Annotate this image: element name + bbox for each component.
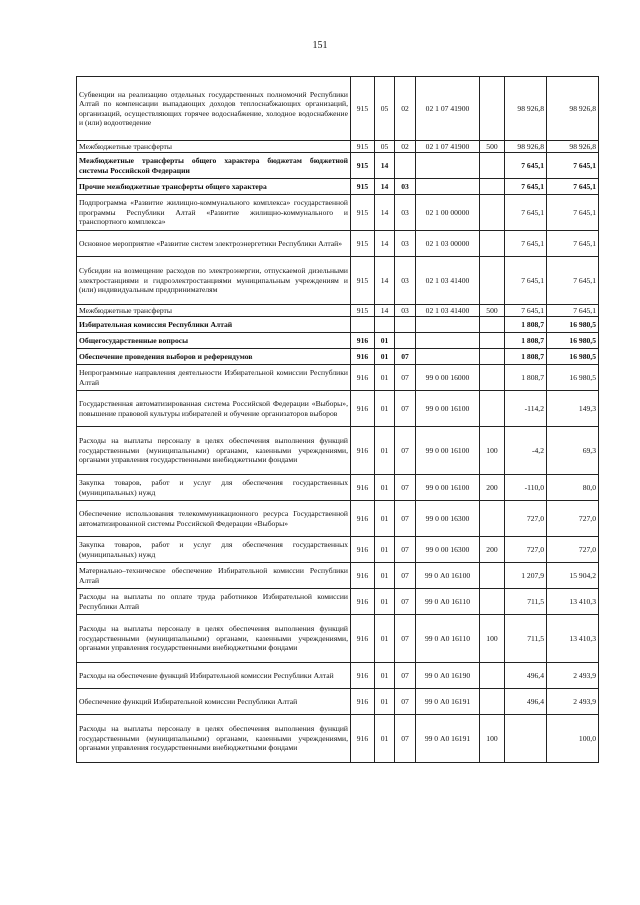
cell-csr: 99 0 00 16100 <box>416 391 480 427</box>
cell-rz: 01 <box>375 501 395 537</box>
cell-b: 7 645,1 <box>547 305 599 317</box>
cell-pr: 07 <box>395 563 416 589</box>
table-row <box>77 257 599 305</box>
table-row <box>77 715 599 763</box>
cell-a: 711,5 <box>505 615 547 663</box>
cell-ved: 916 <box>351 333 375 349</box>
cell-csr: 99 0 А0 16191 <box>416 715 480 763</box>
cell-vr <box>480 589 505 615</box>
cell-ved: 916 <box>351 475 375 501</box>
cell-csr: 99 0 А0 16110 <box>416 615 480 663</box>
cell-b: 100,0 <box>547 715 599 763</box>
cell-ved: 916 <box>351 689 375 715</box>
cell-vr <box>480 391 505 427</box>
cell-b: 16 980,5 <box>547 317 599 333</box>
cell-rz: 14 <box>375 305 395 317</box>
cell-pr: 03 <box>395 195 416 231</box>
cell-name: Расходы на выплаты персоналу в целях обеспечения выполнения функций государственными (муниципальными) органами, казенными учреждениями, органами управления государственными внебюджетными фондами <box>77 427 351 475</box>
cell-csr: 99 0 А0 16110 <box>416 589 480 615</box>
table-row <box>77 195 599 231</box>
cell-csr: 99 0 А0 16190 <box>416 663 480 689</box>
cell-csr: 02 1 07 41900 <box>416 77 480 141</box>
cell-rz: 14 <box>375 231 395 257</box>
table-row <box>77 391 599 427</box>
table-row <box>77 333 599 349</box>
table-row <box>77 317 599 333</box>
cell-b: 7 645,1 <box>547 195 599 231</box>
cell-ved: 916 <box>351 391 375 427</box>
cell-csr: 02 1 03 00000 <box>416 231 480 257</box>
cell-b: 13 410,3 <box>547 615 599 663</box>
cell-b: 98 926,8 <box>547 77 599 141</box>
table-row <box>77 501 599 537</box>
cell-b: 7 645,1 <box>547 153 599 179</box>
cell-a: 727,0 <box>505 501 547 537</box>
cell-ved: 915 <box>351 77 375 141</box>
cell-rz: 01 <box>375 715 395 763</box>
cell-csr: 99 0 А0 16191 <box>416 689 480 715</box>
cell-rz: 14 <box>375 179 395 195</box>
cell-vr <box>480 231 505 257</box>
cell-b: 16 980,5 <box>547 333 599 349</box>
table-row <box>77 615 599 663</box>
cell-csr: 02 1 03 41400 <box>416 305 480 317</box>
table-row <box>77 475 599 501</box>
table-row <box>77 141 599 153</box>
cell-a: 7 645,1 <box>505 257 547 305</box>
cell-vr <box>480 317 505 333</box>
cell-a <box>505 715 547 763</box>
cell-b: 16 980,5 <box>547 349 599 365</box>
cell-a: 7 645,1 <box>505 231 547 257</box>
cell-pr: 03 <box>395 305 416 317</box>
cell-vr: 200 <box>480 475 505 501</box>
cell-b: 2 493,9 <box>547 689 599 715</box>
cell-a: 7 645,1 <box>505 195 547 231</box>
cell-b: 13 410,3 <box>547 589 599 615</box>
cell-ved: 916 <box>351 427 375 475</box>
cell-a: 496,4 <box>505 689 547 715</box>
cell-pr: 07 <box>395 663 416 689</box>
cell-b: 7 645,1 <box>547 257 599 305</box>
cell-pr: 03 <box>395 231 416 257</box>
table-row <box>77 305 599 317</box>
cell-pr <box>395 153 416 179</box>
cell-a: 1 808,7 <box>505 333 547 349</box>
cell-pr: 07 <box>395 427 416 475</box>
cell-pr <box>395 333 416 349</box>
cell-b: 69,3 <box>547 427 599 475</box>
cell-a: 1 808,7 <box>505 349 547 365</box>
cell-csr: 02 1 03 41400 <box>416 257 480 305</box>
cell-vr <box>480 179 505 195</box>
cell-rz: 01 <box>375 537 395 563</box>
cell-name: Основное мероприятие «Развитие систем электроэнергетики Республики Алтай» <box>77 231 351 257</box>
page-number: 151 <box>312 40 328 51</box>
cell-rz <box>375 317 395 333</box>
cell-vr <box>480 257 505 305</box>
cell-name: Расходы на выплаты по оплате труда работников Избирательной комиссии Республики Алтай <box>77 589 351 615</box>
table-row <box>77 153 599 179</box>
cell-name: Субвенции на реализацию отдельных государственных полномочий Республики Алтай по компенсации выпадающих доходов теплоснабжающих организаций, организаций, осуществляющих горячее водоснабжение, холодное водоснабжение и (или) водоотведение <box>77 77 351 141</box>
table-row <box>77 77 599 141</box>
cell-csr <box>416 153 480 179</box>
cell-ved: 916 <box>351 615 375 663</box>
cell-b: 2 493,9 <box>547 663 599 689</box>
cell-a: 7 645,1 <box>505 179 547 195</box>
cell-csr <box>416 349 480 365</box>
cell-pr: 07 <box>395 715 416 763</box>
cell-a: -4,2 <box>505 427 547 475</box>
cell-ved: 915 <box>351 257 375 305</box>
cell-a: 1 808,7 <box>505 365 547 391</box>
cell-csr: 02 1 07 41900 <box>416 141 480 153</box>
cell-csr: 99 0 00 16100 <box>416 475 480 501</box>
cell-csr: 02 1 00 00000 <box>416 195 480 231</box>
cell-name: Расходы на выплаты персоналу в целях обеспечения выполнения функций государственными (муниципальными) органами, казенными учреждениями, органами управления государственными внебюджетными фондами <box>77 615 351 663</box>
cell-pr: 07 <box>395 615 416 663</box>
cell-a: 7 645,1 <box>505 153 547 179</box>
cell-rz: 01 <box>375 333 395 349</box>
cell-pr: 07 <box>395 589 416 615</box>
cell-b: 98 926,8 <box>547 141 599 153</box>
cell-a: 98 926,8 <box>505 77 547 141</box>
cell-a: 7 645,1 <box>505 305 547 317</box>
cell-name: Межбюджетные трансферты <box>77 305 351 317</box>
cell-ved: 915 <box>351 179 375 195</box>
cell-csr: 99 0 00 16100 <box>416 427 480 475</box>
cell-csr: 99 0 00 16300 <box>416 501 480 537</box>
cell-ved: 916 <box>351 365 375 391</box>
cell-vr <box>480 689 505 715</box>
cell-csr: 99 0 00 16300 <box>416 537 480 563</box>
cell-pr: 07 <box>395 501 416 537</box>
cell-name: Межбюджетные трансферты <box>77 141 351 153</box>
cell-name: Обеспечение проведения выборов и референдумов <box>77 349 351 365</box>
cell-pr: 07 <box>395 475 416 501</box>
cell-vr: 500 <box>480 305 505 317</box>
table-row <box>77 179 599 195</box>
cell-a: 727,0 <box>505 537 547 563</box>
cell-name: Межбюджетные трансферты общего характера бюджетам бюджетной системы Российской Федерации <box>77 153 351 179</box>
cell-vr <box>480 365 505 391</box>
cell-name: Непрограммные направления деятельности Избирательной комиссии Республики Алтай <box>77 365 351 391</box>
cell-name: Обеспечение использования телекоммуникационного ресурса Государственной автоматизированной системы Российской Федерации «Выборы» <box>77 501 351 537</box>
cell-ved: 915 <box>351 153 375 179</box>
cell-vr <box>480 77 505 141</box>
cell-a: 496,4 <box>505 663 547 689</box>
cell-b: 7 645,1 <box>547 231 599 257</box>
cell-rz: 05 <box>375 141 395 153</box>
cell-vr <box>480 501 505 537</box>
cell-b: 80,0 <box>547 475 599 501</box>
cell-a: 1 207,9 <box>505 563 547 589</box>
cell-rz: 01 <box>375 391 395 427</box>
cell-rz: 01 <box>375 563 395 589</box>
table-row <box>77 231 599 257</box>
table-row <box>77 427 599 475</box>
cell-csr <box>416 317 480 333</box>
cell-name: Материально–техническое обеспечение Избирательной комиссии Республики Алтай <box>77 563 351 589</box>
table-row <box>77 349 599 365</box>
table-body <box>77 77 599 763</box>
cell-b: 16 980,5 <box>547 365 599 391</box>
cell-rz: 14 <box>375 257 395 305</box>
cell-name: Закупка товаров, работ и услуг для обеспечения государственных (муниципальных) нужд <box>77 537 351 563</box>
cell-ved: 915 <box>351 231 375 257</box>
cell-csr <box>416 179 480 195</box>
cell-name: Избирательная комиссия Республики Алтай <box>77 317 351 333</box>
cell-ved: 916 <box>351 589 375 615</box>
cell-name: Закупка товаров, работ и услуг для обеспечения государственных (муниципальных) нужд <box>77 475 351 501</box>
cell-b: 7 645,1 <box>547 179 599 195</box>
cell-a: 1 808,7 <box>505 317 547 333</box>
cell-rz: 01 <box>375 589 395 615</box>
cell-rz: 14 <box>375 153 395 179</box>
cell-name: Государственная автоматизированная система Российской Федерации «Выборы», повышение правовой культуры избирателей и обучение организаторов выборов <box>77 391 351 427</box>
cell-rz: 01 <box>375 349 395 365</box>
cell-rz: 01 <box>375 427 395 475</box>
cell-pr: 03 <box>395 257 416 305</box>
table-row <box>77 589 599 615</box>
cell-a: 98 926,8 <box>505 141 547 153</box>
cell-pr: 03 <box>395 179 416 195</box>
cell-name: Расходы на выплаты персоналу в целях обеспечения выполнения функций государственными (муниципальными) органами, казенными учреждениями, органами управления государственными внебюджетными фондами <box>77 715 351 763</box>
cell-rz: 01 <box>375 663 395 689</box>
cell-rz: 01 <box>375 475 395 501</box>
cell-pr: 02 <box>395 141 416 153</box>
cell-b: 727,0 <box>547 501 599 537</box>
cell-rz: 01 <box>375 689 395 715</box>
cell-ved: 916 <box>351 537 375 563</box>
cell-b: 15 904,2 <box>547 563 599 589</box>
cell-a: -114,2 <box>505 391 547 427</box>
cell-rz: 01 <box>375 615 395 663</box>
cell-pr: 07 <box>395 365 416 391</box>
table-row <box>77 689 599 715</box>
cell-b: 149,3 <box>547 391 599 427</box>
cell-pr: 07 <box>395 349 416 365</box>
cell-vr <box>480 333 505 349</box>
cell-b: 727,0 <box>547 537 599 563</box>
cell-ved: 916 <box>351 563 375 589</box>
cell-rz: 14 <box>375 195 395 231</box>
cell-vr <box>480 195 505 231</box>
cell-pr: 07 <box>395 391 416 427</box>
cell-vr: 200 <box>480 537 505 563</box>
cell-csr: 99 0 00 16000 <box>416 365 480 391</box>
cell-name: Подпрограмма «Развитие жилищно-коммунального комплекса» государственной программы Республики Алтай «Развитие жилищно-коммунального и транспортного комплекса» <box>77 195 351 231</box>
cell-rz: 05 <box>375 77 395 141</box>
table-row <box>77 663 599 689</box>
table-row <box>77 365 599 391</box>
cell-vr: 100 <box>480 715 505 763</box>
table-row <box>77 537 599 563</box>
cell-a: 711,5 <box>505 589 547 615</box>
cell-name: Прочие межбюджетные трансферты общего характера <box>77 179 351 195</box>
cell-ved <box>351 317 375 333</box>
table-row <box>77 563 599 589</box>
cell-name: Субсидии на возмещение расходов по электроэнергии, отпускаемой дизельными электростанциями и гидроэлектростанциями муниципальным учреждениям и (или) индивидуальным предпринимателям <box>77 257 351 305</box>
cell-name: Расходы на обеспечение функций Избирательной комиссии Республики Алтай <box>77 663 351 689</box>
cell-ved: 916 <box>351 663 375 689</box>
cell-vr: 100 <box>480 615 505 663</box>
cell-ved: 915 <box>351 141 375 153</box>
cell-pr: 02 <box>395 77 416 141</box>
cell-vr <box>480 153 505 179</box>
cell-name: Общегосударственные вопросы <box>77 333 351 349</box>
cell-vr: 500 <box>480 141 505 153</box>
cell-vr <box>480 349 505 365</box>
cell-rz: 01 <box>375 365 395 391</box>
cell-a: -110,0 <box>505 475 547 501</box>
cell-ved: 915 <box>351 305 375 317</box>
cell-vr <box>480 563 505 589</box>
cell-ved: 916 <box>351 349 375 365</box>
cell-csr: 99 0 А0 16100 <box>416 563 480 589</box>
cell-ved: 916 <box>351 715 375 763</box>
cell-ved: 916 <box>351 501 375 537</box>
cell-csr <box>416 333 480 349</box>
budget-table <box>76 76 599 763</box>
cell-vr <box>480 663 505 689</box>
cell-pr: 07 <box>395 689 416 715</box>
cell-pr: 07 <box>395 537 416 563</box>
cell-name: Обеспечение функций Избирательной комиссии Республики Алтай <box>77 689 351 715</box>
cell-pr <box>395 317 416 333</box>
cell-ved: 915 <box>351 195 375 231</box>
cell-vr: 100 <box>480 427 505 475</box>
